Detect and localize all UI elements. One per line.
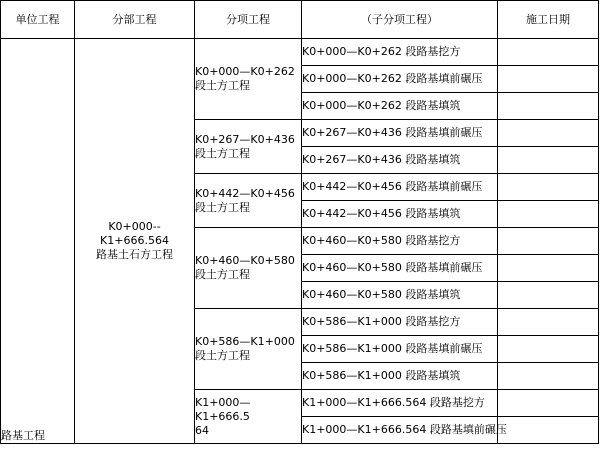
sub-item-cell: K0+267—K0+436 段路基填筑 — [302, 147, 498, 174]
date-cell[interactable] — [498, 93, 599, 120]
sub-project-name: 段土方工程 — [195, 146, 250, 160]
sub-item-cell: K0+460—K0+580 段路基填前碾压 — [302, 255, 498, 282]
sub-project-cell — [195, 174, 302, 228]
sub-project-name: 段土方工程 — [195, 349, 250, 362]
sub-project-name: 段土方工程 — [195, 200, 250, 214]
sub-item-cell: K0+586—K1+000 段路基填筑 — [302, 363, 498, 390]
sub-item-cell: K0+000—K0+262 段路基填前碾压 — [302, 66, 498, 93]
sub-item-cell: K0+460—K0+580 段路基填筑 — [302, 282, 498, 309]
date-cell[interactable] — [498, 417, 599, 444]
unit-project-cell: 路基工程 — [1, 39, 75, 444]
sub-project-range: K0+442—K0+456 — [195, 186, 295, 200]
header-unit-project: 单位工程 — [1, 1, 75, 39]
header-sub-item: （子分项工程） — [302, 1, 498, 39]
header-division-project: 分部工程 — [75, 1, 195, 39]
sub-item-cell: K0+267—K0+436 段路基填前碾压 — [302, 120, 498, 147]
sub-project-cell — [195, 228, 302, 309]
date-cell[interactable] — [498, 255, 599, 282]
sub-item-cell: K0+000—K0+262 段路基填筑 — [302, 93, 498, 120]
sub-project-range: K0+000—K0+262 — [195, 65, 295, 78]
date-cell[interactable] — [498, 336, 599, 363]
sub-item-cell: K0+000—K0+262 段路基挖方 — [302, 39, 498, 66]
sub-project-range: K0+586—K1+000 — [195, 335, 295, 348]
date-cell[interactable] — [498, 147, 599, 174]
date-cell[interactable] — [498, 39, 599, 66]
sub-project-name: 段土方工程 — [195, 268, 250, 281]
sub-item-cell: K1+000—K1+666.564 段路基挖方 — [302, 390, 498, 417]
date-cell[interactable] — [498, 120, 599, 147]
sub-project-range: K0+460—K0+580 — [195, 254, 295, 267]
sub-item-cell: K0+586—K1+000 段路基挖方 — [302, 309, 498, 336]
date-cell[interactable] — [498, 309, 599, 336]
header-construction-date: 施工日期 — [498, 1, 599, 39]
sub-project-cell — [195, 39, 302, 120]
header-row — [1, 1, 599, 39]
sub-project-cell — [195, 120, 302, 174]
sub-project-cell — [195, 309, 302, 390]
date-cell[interactable] — [498, 363, 599, 390]
date-cell[interactable] — [498, 228, 599, 255]
division-project-range: K0+000--K1+666.564 — [100, 220, 169, 247]
date-cell[interactable] — [498, 66, 599, 93]
sub-item-cell: K0+442—K0+456 段路基填筑 — [302, 201, 498, 228]
sub-project-name: 64 — [195, 423, 209, 437]
header-sub-project: 分项工程 — [195, 1, 302, 39]
date-cell[interactable] — [498, 282, 599, 309]
sub-project-range: K1+000—K1+666.5 — [195, 395, 251, 423]
division-project-cell — [75, 39, 195, 444]
sub-item-cell: K0+586—K1+000 段路基填前碾压 — [302, 336, 498, 363]
date-cell[interactable] — [498, 201, 599, 228]
sub-item-cell: K1+000—K1+666.564 段路基填前碾压 — [302, 417, 498, 444]
date-cell[interactable] — [498, 174, 599, 201]
sub-item-cell: K0+442—K0+456 段路基填前碾压 — [302, 174, 498, 201]
date-cell[interactable] — [498, 390, 599, 417]
sub-project-range: K0+267—K0+436 — [195, 132, 295, 146]
sub-item-cell: K0+460—K0+580 段路基挖方 — [302, 228, 498, 255]
sub-project-name: 段土方工程 — [195, 79, 250, 92]
sub-project-cell — [195, 390, 302, 444]
table-row — [1, 39, 599, 66]
division-project-name: 路基土石方工程 — [96, 248, 173, 261]
